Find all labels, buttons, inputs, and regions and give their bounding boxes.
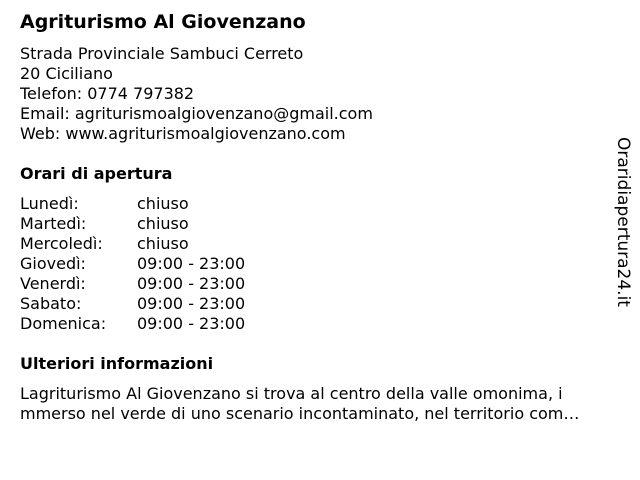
hours-time: chiuso <box>137 214 189 233</box>
more-info-heading: Ulteriori informazioni <box>20 354 214 373</box>
phone-text: Telefon: 0774 797382 <box>20 84 195 103</box>
email-text: Email: agriturismoalgiovenzano@gmail.com <box>20 104 373 123</box>
hours-day: Mercoledì: <box>20 234 103 253</box>
page-title: Agriturismo Al Giovenzano <box>20 11 306 33</box>
hours-day: Venerdì: <box>20 274 86 293</box>
more-info-line: mmerso nel verde di uno scenario incontaminato, nel territorio com… <box>20 404 580 423</box>
hours-day: Lunedì: <box>20 194 79 213</box>
hours-time: 09:00 - 23:00 <box>137 274 246 293</box>
more-info-text <box>20 384 630 424</box>
hours-row-wednesday <box>20 234 245 254</box>
hours-row-saturday <box>20 294 245 314</box>
hours-time: 09:00 - 23:00 <box>137 294 246 313</box>
hours-time: 09:00 - 23:00 <box>137 254 246 273</box>
hours-time: chiuso <box>137 194 189 213</box>
hours-day: Domenica: <box>20 314 107 333</box>
address-street: Strada Provinciale Sambuci Cerreto <box>20 44 304 63</box>
opening-hours-heading: Orari di apertura <box>20 164 173 183</box>
hours-row-thursday <box>20 254 245 274</box>
opening-hours-table <box>20 194 245 334</box>
web-text: Web: www.agriturismoalgiovenzano.com <box>20 124 346 143</box>
hours-day: Sabato: <box>20 294 82 313</box>
contact-block <box>20 44 373 144</box>
address-city: 20 Ciciliano <box>20 64 113 83</box>
hours-time: chiuso <box>137 234 189 253</box>
hours-row-sunday <box>20 314 245 334</box>
hours-row-monday <box>20 194 245 214</box>
hours-row-tuesday <box>20 214 245 234</box>
site-watermark: Oraridiapertura24.it <box>613 137 633 307</box>
hours-day: Martedì: <box>20 214 87 233</box>
hours-row-friday <box>20 274 245 294</box>
more-info-line: Lagriturismo Al Giovenzano si trova al centro della valle omonima, i <box>20 384 563 403</box>
hours-time: 09:00 - 23:00 <box>137 314 246 333</box>
hours-day: Giovedì: <box>20 254 86 273</box>
